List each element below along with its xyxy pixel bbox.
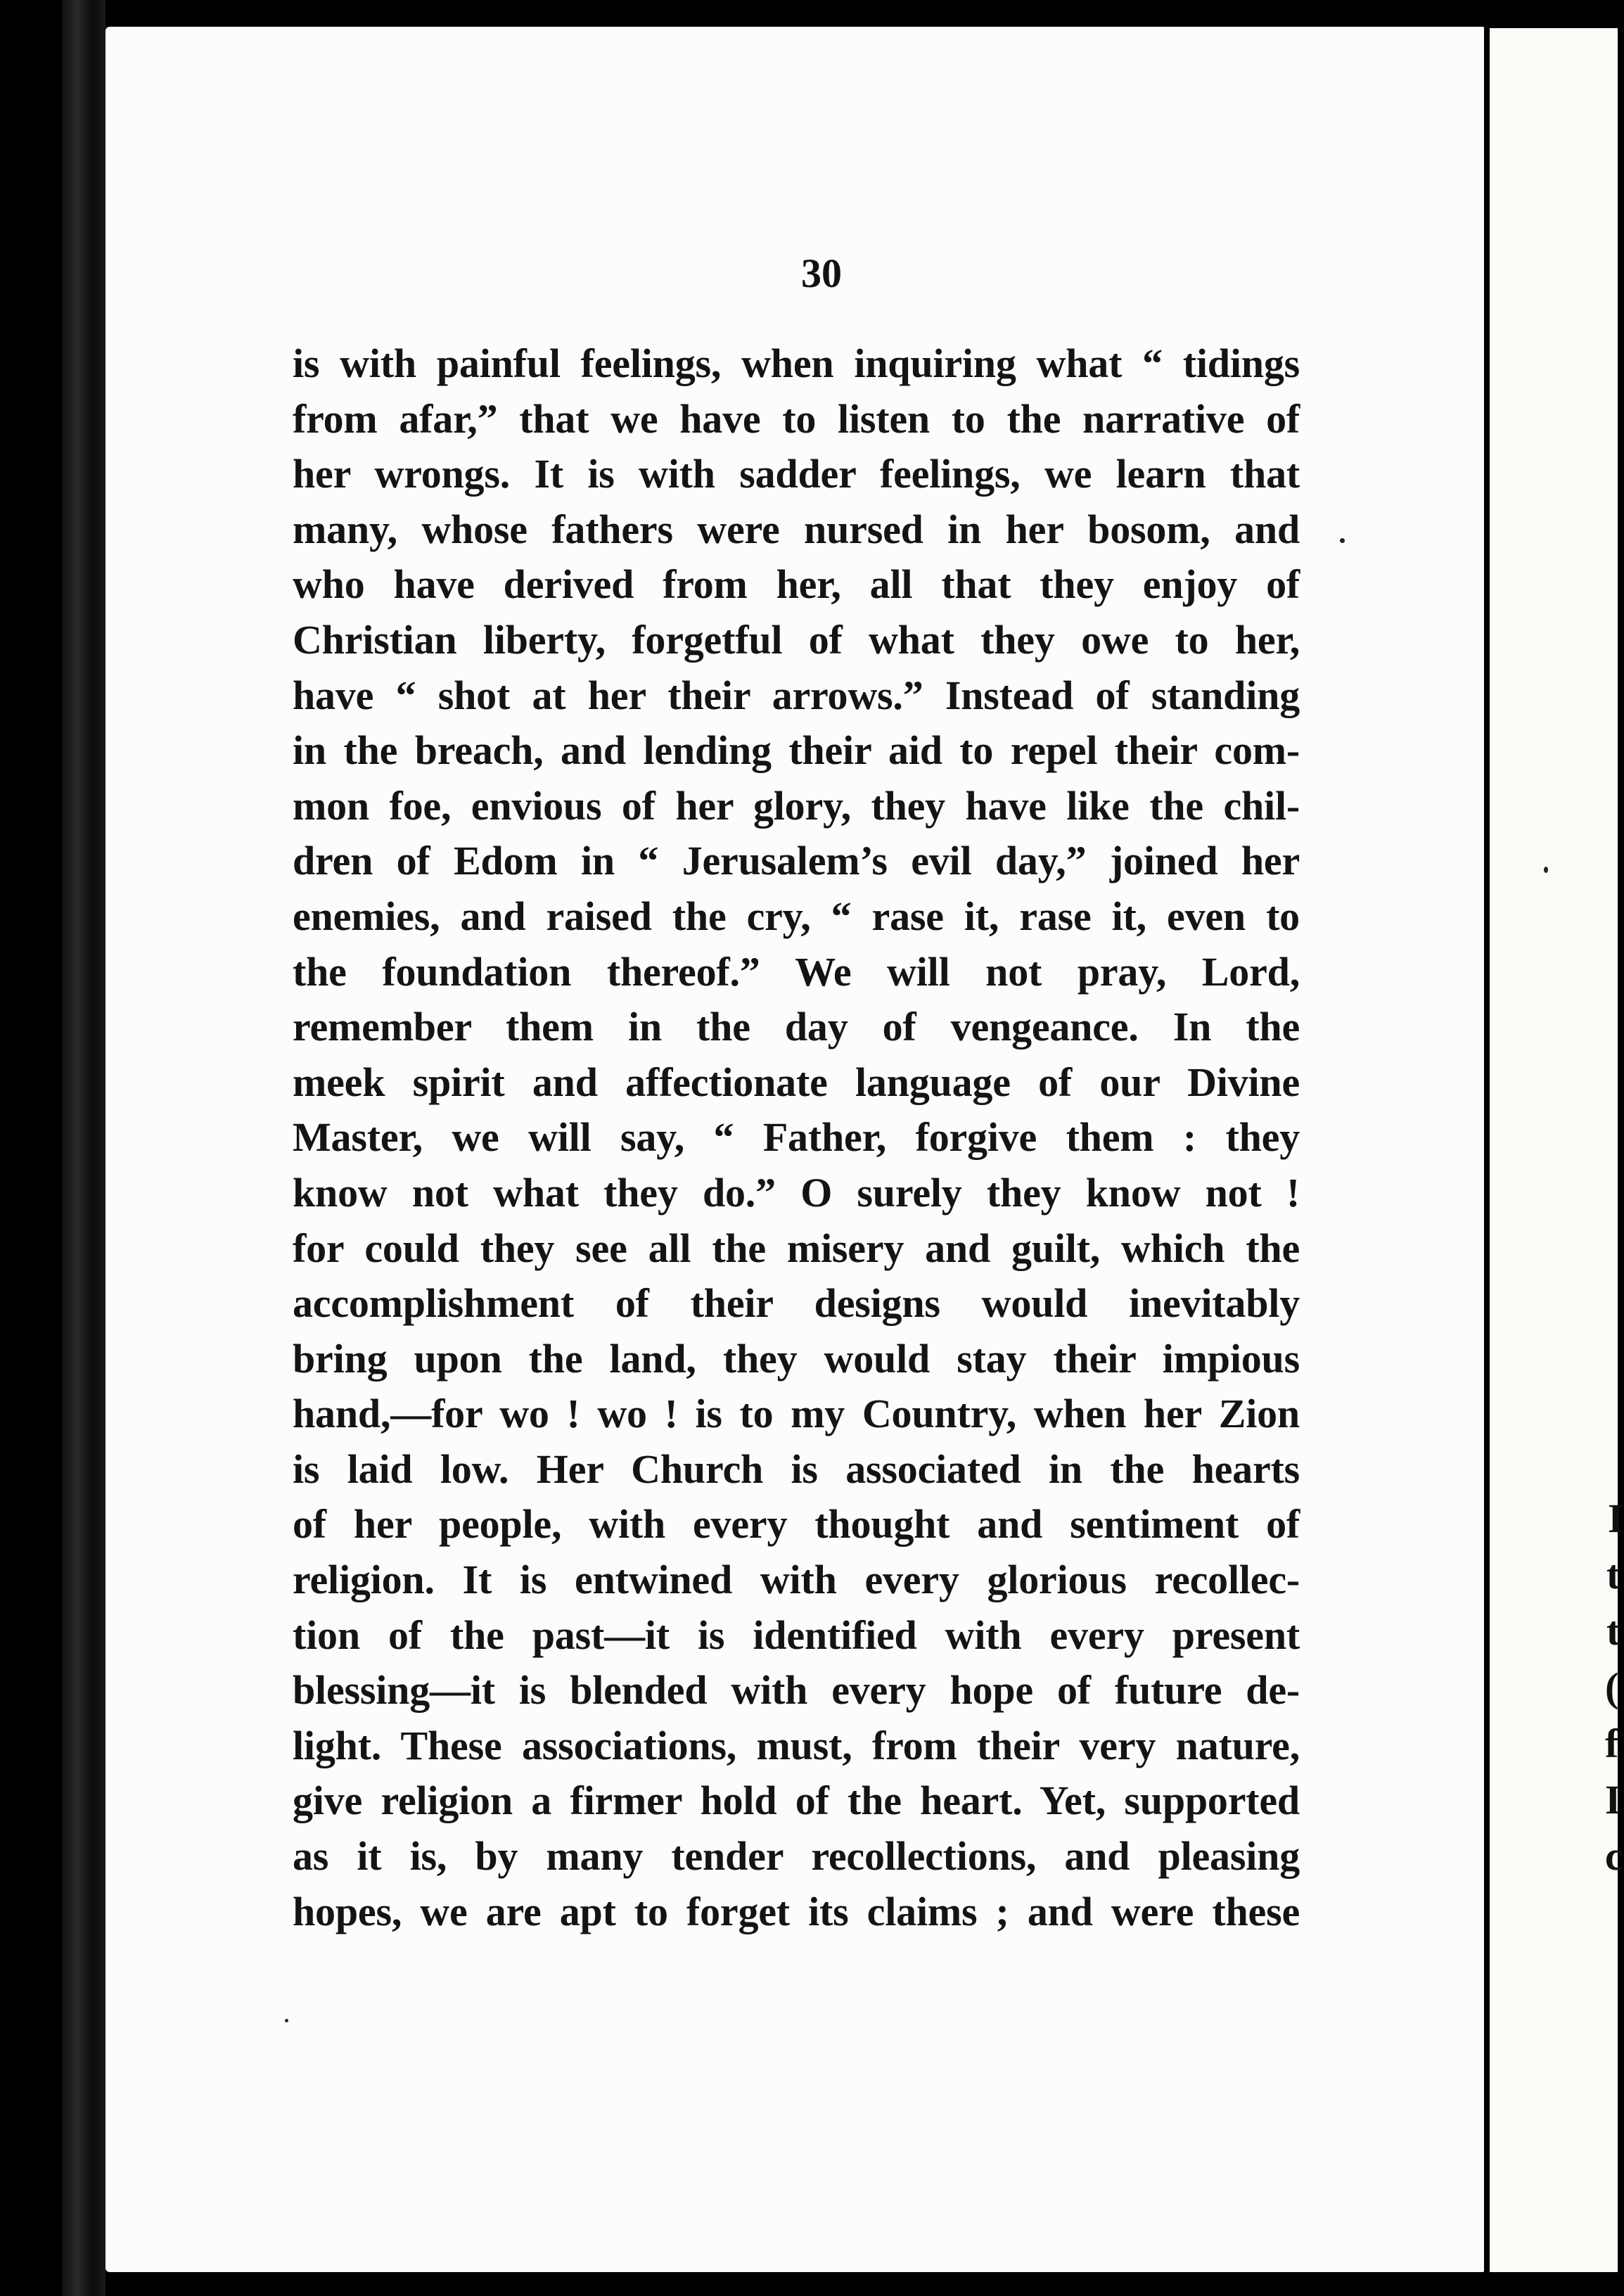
text-line: as it is, by many tender recollections, and pleasing xyxy=(293,1833,1300,1880)
text-line: religion. It is entwined with every glorious recollec- xyxy=(293,1557,1300,1603)
text-line: light. These associations, must, from their very nature, xyxy=(293,1722,1300,1768)
book-binding-gutter xyxy=(62,0,106,2296)
adjacent-page-edge xyxy=(1490,28,1624,2272)
text-line: meek spirit and affectionate language of our Divine xyxy=(293,1059,1300,1105)
text-line: bring upon the land, they would stay their impious xyxy=(293,1335,1300,1382)
ink-speck xyxy=(1340,538,1345,543)
text-line: dren of Edom in “ Jerusalem’s evil day,” joined her xyxy=(293,838,1300,884)
edge-glyph: f xyxy=(1605,1721,1619,1766)
text-line: know not what they do.” O surely they know not ! xyxy=(293,1169,1300,1216)
body-text xyxy=(293,336,1300,1939)
ink-speck xyxy=(1544,867,1548,873)
text-line: from afar,” that we have to listen to the narrative of xyxy=(293,395,1300,442)
text-line: for could they see all the misery and guilt, which the xyxy=(293,1225,1300,1271)
text-line: Master, we will say, “ Father, forgive them : they xyxy=(293,1114,1300,1161)
text-line: Christian liberty, forgetful of what they owe to her, xyxy=(293,616,1300,663)
edge-glyph: ( xyxy=(1605,1664,1619,1710)
edge-glyph: c xyxy=(1605,1833,1623,1879)
text-line: tion of the past—it is identified with every present xyxy=(293,1612,1300,1658)
text-line: accomplishment of their designs would inevitably xyxy=(293,1280,1300,1327)
text-line: many, whose fathers were nursed in her bosom, and xyxy=(293,506,1300,552)
text-line: mon foe, envious of her glory, they have like the chil- xyxy=(293,782,1300,829)
edge-glyph: I xyxy=(1605,1777,1621,1823)
text-line: have “ shot at her their arrows.” Instead of standing xyxy=(293,672,1300,718)
text-line: in the breach, and lending their aid to repel their com- xyxy=(293,727,1300,774)
text-line: of her people, with every thought and sentiment of xyxy=(293,1501,1300,1548)
text-line: blessing—it is blended with every hope of future de- xyxy=(293,1667,1300,1714)
text-line: the foundation thereof.” We will not pray, Lord, xyxy=(293,948,1300,995)
edge-glyph: t xyxy=(1606,1608,1620,1654)
text-line: her wrongs. It is with sadder feelings, we learn that xyxy=(293,451,1300,497)
page-number: 30 xyxy=(801,250,842,296)
text-line: give religion a firmer hold of the heart. Yet, supported xyxy=(293,1778,1300,1824)
text-line: remember them in the day of vengeance. In the xyxy=(293,1004,1300,1050)
text-line: is with painful feelings, when inquiring what “ tidings xyxy=(293,340,1300,386)
edge-glyph: I xyxy=(1608,1495,1624,1541)
text-line: hand,—for wo ! wo ! is to my Country, when her Zion xyxy=(293,1391,1300,1437)
text-line: hopes, we are apt to forget its claims ; and were these xyxy=(293,1888,1300,1934)
text-line: enemies, and raised the cry, “ rase it, rase it, even to xyxy=(293,893,1300,939)
text-line: who have derived from her, all that they enjoy of xyxy=(293,561,1300,608)
ink-speck xyxy=(285,2019,288,2022)
edge-glyph: t xyxy=(1606,1552,1620,1597)
text-line: is laid low. Her Church is associated in the hearts xyxy=(293,1446,1300,1492)
